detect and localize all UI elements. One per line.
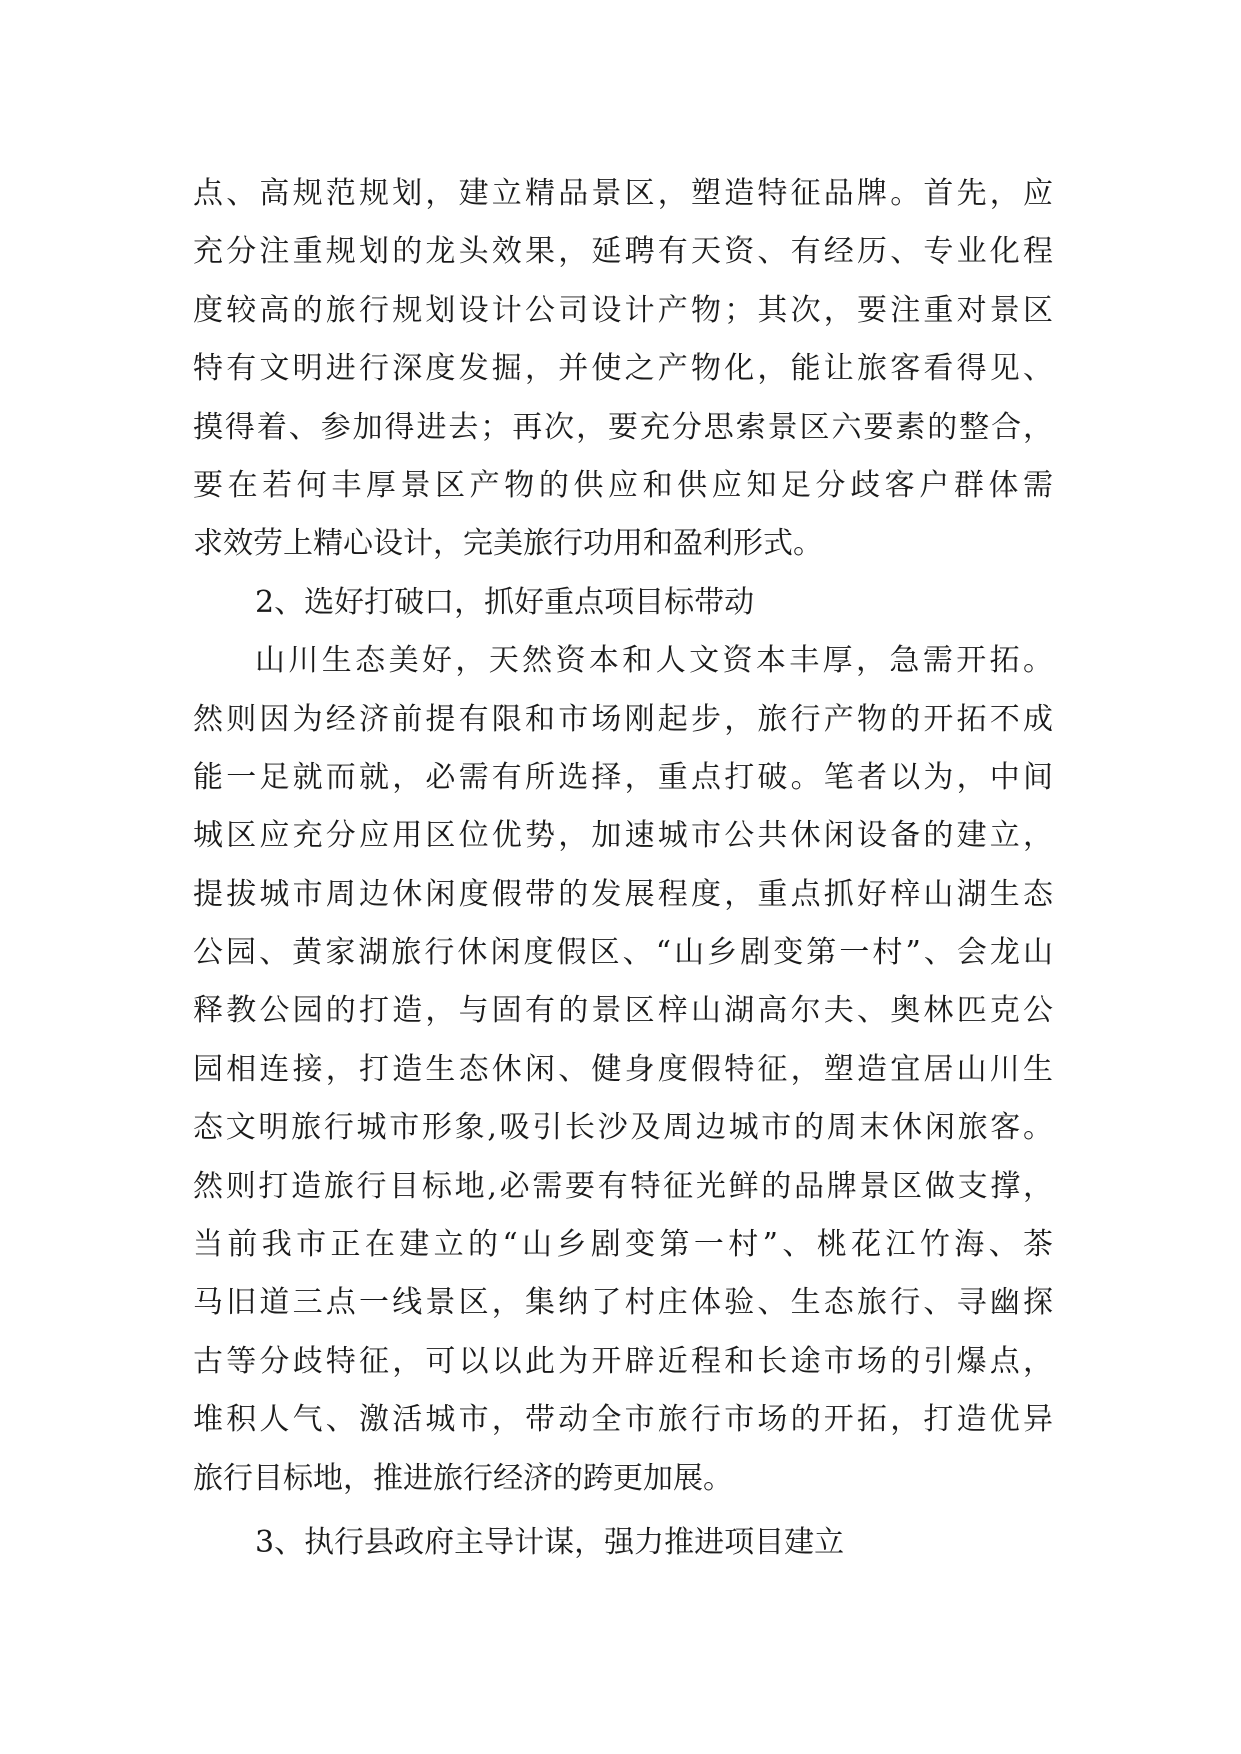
text-line: 然则因为经济前提有限和市场刚起步，旅行产物的开拓不成 [193, 701, 1053, 737]
paragraph [193, 165, 1053, 574]
text-line: 求效劳上精心设计，完美旅行功用和盈利形式。 [193, 526, 823, 562]
heading-line: 2、选好打破口，抓好重点项目标带动 [255, 584, 755, 620]
text-line: 特有文明进行深度发掘，并使之产物化，能让旅客看得见、 [193, 351, 1053, 387]
text-line: 然则打造旅行目标地,必需要有特征光鲜的品牌景区做支撑， [193, 1168, 1053, 1204]
text-line: 能一足就而就，必需有所选择，重点打破。笔者以为，中间 [193, 759, 1053, 795]
text-line: 公园、黄家湖旅行休闲度假区、“山乡剧变第一村”、会龙山 [193, 935, 1053, 971]
text-line: 古等分歧特征，可以以此为开辟近程和长途市场的引爆点， [193, 1343, 1053, 1379]
text-line: 堆积人气、激活城市，带动全市旅行市场的开拓，打造优异 [193, 1402, 1053, 1438]
text-line: 马旧道三点一线景区，集纳了村庄体验、生态旅行、寻幽探 [193, 1285, 1053, 1321]
text-line: 充分注重规划的龙头效果，延聘有天资、有经历、专业化程 [193, 234, 1053, 270]
text-line: 要在若何丰厚景区产物的供应和供应知足分歧客户群体需 [193, 467, 1053, 503]
text-line: 态文明旅行城市形象,吸引长沙及周边城市的周末休闲旅客。 [193, 1110, 1053, 1146]
text-line: 点、高规范规划，建立精品景区，塑造特征品牌。首先，应 [193, 176, 1053, 211]
section-heading [193, 1514, 1053, 1572]
text-line: 城区应充分应用区位优势，加速城市公共休闲设备的建立， [193, 818, 1053, 854]
text-line: 当前我市正在建立的“山乡剧变第一村”、桃花江竹海、茶 [193, 1227, 1053, 1263]
text-line: 旅行目标地，推进旅行经济的跨更加展。 [193, 1460, 733, 1496]
text-line: 园相连接，打造生态休闲、健身度假特征，塑造宜居山川生 [193, 1051, 1053, 1087]
text-line: 提拔城市周边休闲度假带的发展程度，重点抓好梓山湖生态 [193, 876, 1053, 912]
text-line: 摸得着、参加得进去；再次，要充分思索景区六要素的整合， [193, 409, 1053, 445]
paragraph [193, 632, 1053, 1508]
text-line: 山川生态美好，天然资本和人文资本丰厚，急需开拓。 [255, 643, 1053, 679]
section-heading [193, 574, 1053, 632]
text-line: 度较高的旅行规划设计公司设计产物；其次，要注重对景区 [193, 292, 1053, 328]
heading-line: 3、执行县政府主导计谋，强力推进项目建立 [255, 1524, 845, 1560]
text-line: 释教公园的打造，与固有的景区梓山湖高尔夫、奥林匹克公 [193, 993, 1053, 1029]
document-body [193, 165, 1053, 1572]
